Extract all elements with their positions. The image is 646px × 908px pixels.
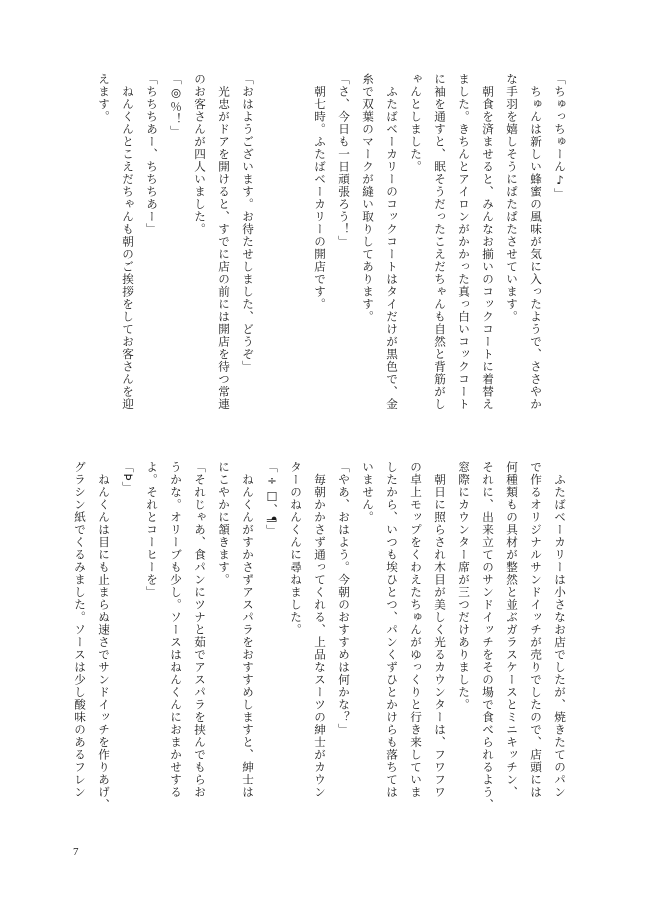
- text-line: 朝日に照らされ木目が美しく光るカウンターは、フワフワ: [433, 461, 447, 799]
- text-line: に袖を通すと、眠そうだったこえだちゃんも自然と背筋がし: [433, 73, 447, 411]
- text-line: 朝食を済ませると、みんなお揃いのコックコートに着替え: [481, 73, 495, 411]
- text-line: 窓際にカウンター席が三つだけありました。: [457, 461, 471, 711]
- text-line: えます。: [97, 73, 111, 123]
- text-line: 「ちゅっちゅーん♪」: [553, 73, 567, 201]
- text-line: 「÷□、¶」: [265, 461, 279, 537]
- text-line: 「やあ、おはよう。今朝のおすすめは何かな？」: [337, 461, 351, 736]
- text-line: 毎朝かかさず通ってくれる、上品なスーツの紳士がカウン: [313, 461, 327, 799]
- text-line: 光忠がドアを開けると、すでに店の前には開店を待つ常連: [217, 73, 231, 411]
- text-line: な手羽を嬉しそうにぱたぱたさせています。: [505, 73, 519, 323]
- text-line: グラシン紙でくるみました。ソースは少し酸味のあるフレン: [73, 461, 87, 799]
- text-line: 朝七時。ふたばベーカリーの開店です。: [313, 73, 327, 311]
- blank-line: [284, 73, 308, 445]
- text-line: ちゅんは新しい蜂蜜の風味が気に入ったようで、ささやか: [529, 73, 543, 411]
- text-line: の卓上モップをくわえたちゅんがゆっくりと行き来していま: [409, 461, 423, 799]
- text-line: ました。きちんとアイロンがかかった真っ白いコックコート: [457, 73, 471, 411]
- text-line: にこやかに頷きます。: [217, 461, 231, 586]
- text-line: うかな。オリーブも少し。ソースはねんくんにおまかせする: [169, 461, 183, 799]
- blank-line: [260, 73, 284, 445]
- text-line: 「さ、今日も一日頑張ろう！」: [337, 73, 351, 248]
- text-line: のお客さんが四人いました。: [193, 73, 207, 236]
- text-line: ふたばベーカリーのコックコートはタイだけが黒色で、金: [385, 73, 399, 411]
- text-line: ねんくんとこえだちゃんも朝のご挨拶をしてお客さんを迎: [121, 73, 135, 411]
- text-line: ふたばベーカリーは小さなお店でしたが、焼きたてのパン: [553, 461, 567, 799]
- text-line: 「Þ」: [121, 461, 135, 494]
- text-line: 「おはようございます。お待たせしました、どうぞ」: [241, 73, 255, 373]
- text-line: 「ちちちあー、ちちちあー」: [145, 73, 159, 236]
- bottom-text-column: [68, 461, 572, 833]
- text-line: いません。: [361, 461, 375, 524]
- top-text-column: [92, 73, 572, 445]
- text-line: 「◎％！」: [169, 73, 183, 138]
- text-line: したから、いつも埃ひとつ、パンくずひとかけらも落ちては: [385, 461, 399, 799]
- text-line: ターのねんくんに尋ねました。: [289, 461, 303, 636]
- text-line: ねんくんは目にも止まらぬ速さでサンドイッチを作りあげ、: [97, 461, 111, 811]
- text-line: 糸で双葉のマークが縫い取りしてあります。: [361, 73, 375, 323]
- text-line: それに、出来立てのサンドイッチをその場で食べられるよう、: [481, 461, 495, 811]
- text-line: で作るオリジナルサンドイッチが売りでしたので、店頭には: [529, 461, 543, 799]
- page-number: 7: [73, 846, 79, 858]
- text-line: 「それじゃあ、食パンにツナと茹でアスパラを挟んでもらお: [193, 461, 207, 799]
- text-line: ゃんとしました。: [409, 73, 423, 173]
- text-line: 何種類もの具材が整然と並ぶガラスケースとミニキッチン、: [505, 461, 519, 799]
- text-line: ねんくんがすかさずアスパラをおすすめしますと、紳士は: [241, 461, 255, 799]
- text-line: よ。それとコーヒーを」: [145, 461, 159, 599]
